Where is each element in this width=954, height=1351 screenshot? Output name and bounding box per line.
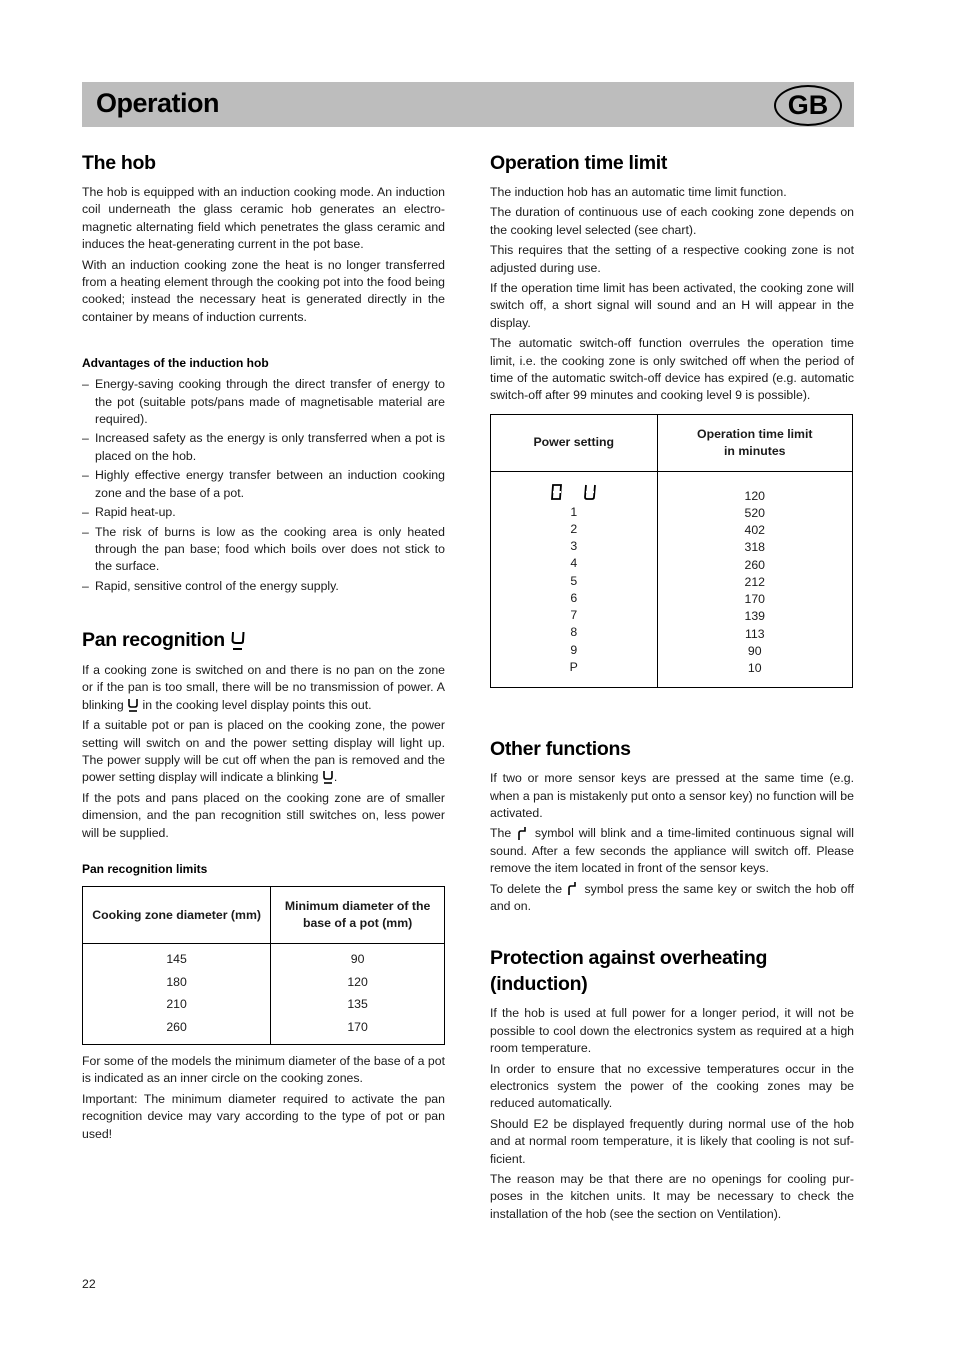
advantages-list xyxy=(82,376,445,595)
hob-paragraph-1: The hob is equipped with an induction cooking mode. An induction coil underneath the glass ceramic hob generates an electromagnetic alternating field which penetrates the glass ceramic and induces the heat-generating current in the pot base. xyxy=(82,185,445,252)
pan-recognition-heading-text: Pan recognition xyxy=(82,629,225,652)
list-item: – Highly effective energy transfer between an induction cooking zone and the base of a pot. xyxy=(82,467,445,502)
left-column xyxy=(82,150,445,1146)
time-limit-paragraph-5: The automatic switch-off function overrules the operation time limit, i.e. the cooking zone is only switched off when the period of time of the automatic switch-off device has expired (e.g. automatic switch-off after 99 minutes and cooking level 9 is possible). xyxy=(490,336,854,403)
pan-limits-table xyxy=(82,886,445,1045)
pan-paragraph-2: If a suitable pot or pan is placed on the cooking zone, the power setting will switch on and the power setting display will light up. The power supply will be cut off when the pan is removed and the power setting display will indicate a blinking . xyxy=(82,718,445,785)
pan-symbol-icon xyxy=(127,698,139,714)
pan-paragraph-4: For some of the models the minimum diameter of the base of a pot is indicated as an inner circle on the cooking zones. xyxy=(82,1054,445,1086)
advantages-heading: Advantages of the induction hob xyxy=(82,356,269,371)
key-lock-symbol-icon xyxy=(566,881,580,897)
overheating-paragraph-1: If the hob is used at full power for a longer period, it will not be possible to cool down the electronics system as required at a high room temperature. xyxy=(490,1006,854,1056)
hob-heading: The hob xyxy=(82,152,156,174)
other-paragraph-1: If two or more sensor keys are pressed at the same time (e.g. when a pan is mistakenly put onto a sensor key) no function will be activated. xyxy=(490,771,854,820)
time-limit-paragraph-4: If the operation time limit has been activated, the cooking zone will switch off, a short signal will sound and an H will appear in the display. xyxy=(490,281,854,330)
other-paragraph-2: The symbol will blink and a time-limited continuous signal will sound. After a few seconds the appliance will switch off. Please remove the item located in front of the sensor keys. xyxy=(490,826,854,876)
time-limit-heading: Operation time limit xyxy=(490,152,668,174)
page-title: Operation xyxy=(96,88,220,118)
overheating-paragraph-2: In order to ensure that no excessive temperatures occur in the electronics system the power of the cooking zones may be reduced automatically. xyxy=(490,1061,854,1111)
time-limit-paragraph-2: The duration of continuous use of each cooking zone depends on the cooking level selected (see chart). xyxy=(490,205,854,237)
time-limit-table xyxy=(490,414,853,688)
pan-symbol-icon xyxy=(322,770,334,786)
table-header: Power setting xyxy=(491,414,658,471)
pan-paragraph-5: Important: The minimum diameter required to activate the pan recognition device may vary according to the type of pot or pan used! xyxy=(82,1091,445,1141)
time-minutes-list: 120 520 402 318 260 212 170 139 113 90 10 xyxy=(657,471,852,687)
header-bar xyxy=(82,82,854,127)
power-settings-list: 1 2 3 4 5 6 7 8 9 P xyxy=(569,504,578,674)
list-item: – Increased safety as the energy is only transferred when a pot is placed on the hob. xyxy=(82,430,445,465)
overheating-heading: Protection against overheating (induction) xyxy=(490,947,768,996)
hob-paragraph-2: With an induction cooking zone the heat is no longer transferred from a heating element through the cooking pot into the food being cooked; instead the necessary heat is generated directly in the container by means of induction currents. xyxy=(82,257,445,324)
pan-symbol-icon xyxy=(230,628,246,654)
list-item: – The risk of burns is low as the cooking area is only heated through the pan base; food which boils over does not stick to the surface. xyxy=(82,524,445,576)
pan-paragraph-1: If a cooking zone is switched on and there is no pan on the zone or if the pan is too small, there will be no transmission of power. A blinking in the cooking level display points this out. xyxy=(82,662,445,712)
pan-recognition-heading xyxy=(82,627,445,654)
table-header: Minimum diameter of the base of a pot (mm) xyxy=(271,887,445,944)
list-item: – Rapid heat-up. xyxy=(82,504,445,521)
segment-zero-icon xyxy=(549,482,565,502)
language-badge: GB xyxy=(774,85,842,126)
time-limit-paragraph-1: The induction hob has an automatic time limit function. xyxy=(490,185,787,199)
other-paragraph-3: To delete the symbol press the same key or switch the hob off and on. xyxy=(490,881,855,913)
segment-zero-symbols xyxy=(495,482,653,504)
pan-symbol-icon xyxy=(582,482,598,502)
other-functions-heading: Other functions xyxy=(490,738,631,761)
key-lock-symbol-icon xyxy=(516,826,530,842)
table-cell: 145 180 210 260 xyxy=(83,944,271,1045)
table-header: Cooking zone diameter (mm) xyxy=(83,887,271,944)
list-item: – Rapid, sensitive control of the energy supply. xyxy=(82,578,445,595)
pan-paragraph-3: If the pots and pans placed on the cooking zone are of smaller dimension, and the pan recognition still switches on, less power will be supplied. xyxy=(82,790,445,840)
overheating-paragraph-3: Should E2 be displayed frequently during normal use of the hob and at normal room temperature, it is likely that cooling is not sufficient. xyxy=(490,1116,854,1166)
time-limit-paragraph-3: This requires that the setting of a respective cooking zone is not adjusted during use. xyxy=(490,243,854,275)
pan-limits-heading: Pan recognition limits xyxy=(82,862,208,877)
overheating-paragraph-4: The reason may be that there are no openings for cooling purposes in the kitchen units. It may be necessary to check the installation of the hob (see the section on Ventilation). xyxy=(490,1172,854,1221)
right-column xyxy=(490,150,854,1226)
page-number: 22 xyxy=(82,1277,96,1291)
table-cell xyxy=(491,471,658,687)
table-header: Operation time limit in minutes xyxy=(657,414,852,471)
list-item: – Energy-saving cooking through the direct transfer of energy to the pot (suitable pots/pans made of magnetisable material are required). xyxy=(82,376,445,428)
table-cell: 90 120 135 170 xyxy=(271,944,445,1045)
